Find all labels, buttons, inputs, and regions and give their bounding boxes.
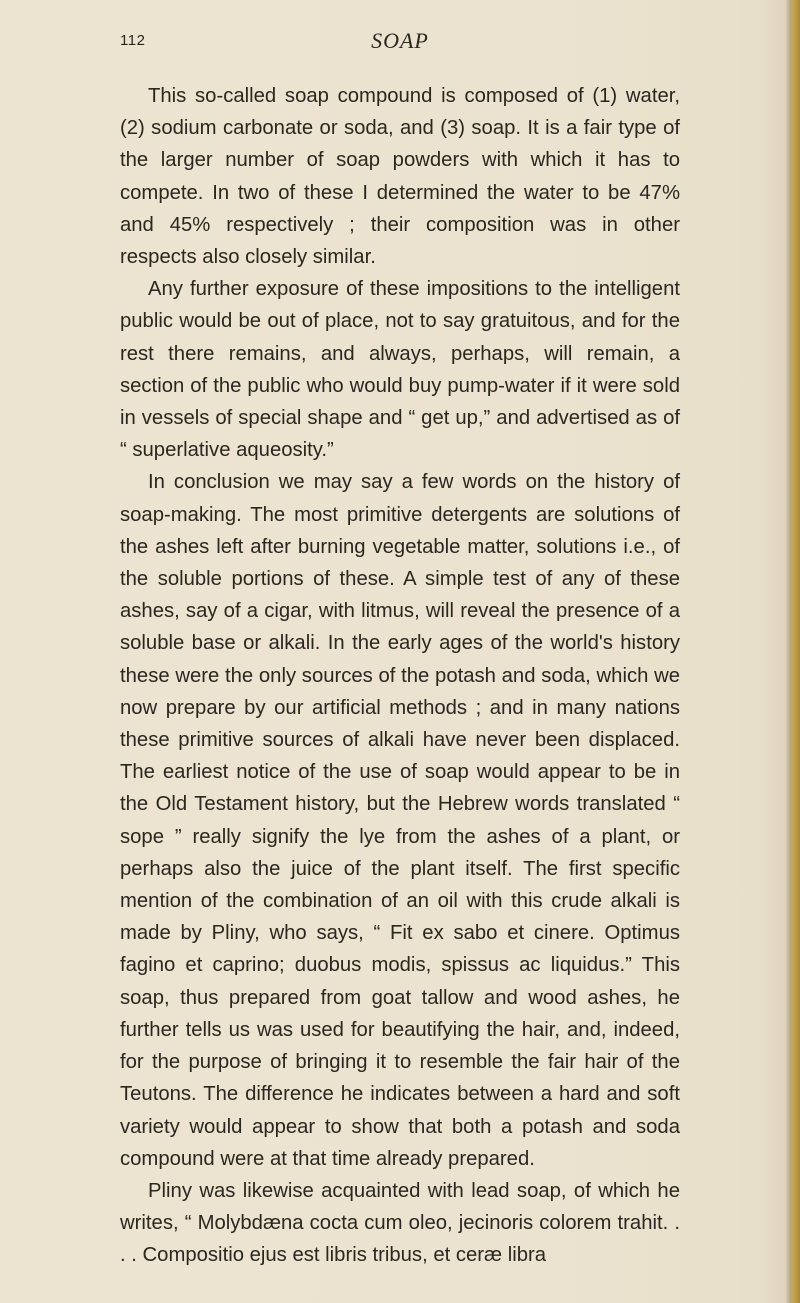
running-head: SOAP (371, 28, 429, 53)
paragraph: In conclusion we may say a few words on the history of soap-making. The most primitive detergents are solutions of the ashes left after burning vegetable matter, solutions i.e., of the soluble portions of these. A simple test of any of these ashes, say of a cigar, with litmus, will reveal the presence of a soluble base or alkali. In the early ages of the world's history these were the only sources of the potash and soda, which we now prepare by our artificial methods ; and in many nations these primitive sources of alkali have never been displaced. The earliest notice of the use of soap would appear to be in the Old Testament history, but the Hebrew words translated “ sope ” really signify the lye from the ashes of a plant, or perhaps also the juice of the plant itself. The first specific mention of the combination of an oil with this crude alkali is made by Pliny, who says, “ Fit ex sabo et cinere. Optimus fagino et caprino; duobus modis, spissus ac liquidus.” This soap, thus prepared from goat tallow and wood ashes, he further tells us was used for beautifying the hair, and, indeed, for the purpose of bringing it to resemble the fair hair of the Teutons. The difference he indicates between a hard and soft variety would appear to show that both a potash and soda compound were at that time already prepared. (120, 471, 680, 1170)
body-text (120, 80, 680, 1272)
paragraph: This so-called soap compound is composed of (1) water, (2) sodium carbonate or soda, and (3) soap. It is a fair type of the larger number of soap powders with which it has to compete. In two of these I determined the water to be 47% and 45% respectively ; their composition was in other respects also closely similar. (120, 85, 680, 269)
page-number: 112 (120, 32, 146, 49)
page-header (120, 28, 680, 58)
page-edge (786, 0, 800, 1303)
paragraph: Any further exposure of these impositions to the intelligent public would be out of place, not to say gratuitous, and for the rest there remains, and always, perhaps, will remain, a section of the public who would buy pump-water if it were sold in vessels of special shape and “ get up,” and advertised as of “ superlative aqueosity.” (120, 278, 680, 462)
paragraph: Pliny was likewise acquainted with lead soap, of which he writes, “ Molybdæna cocta cum oleo, jecinoris colorem trahit. . . . Compositio ejus est libris tribus, et ceræ libra (120, 1179, 680, 1267)
